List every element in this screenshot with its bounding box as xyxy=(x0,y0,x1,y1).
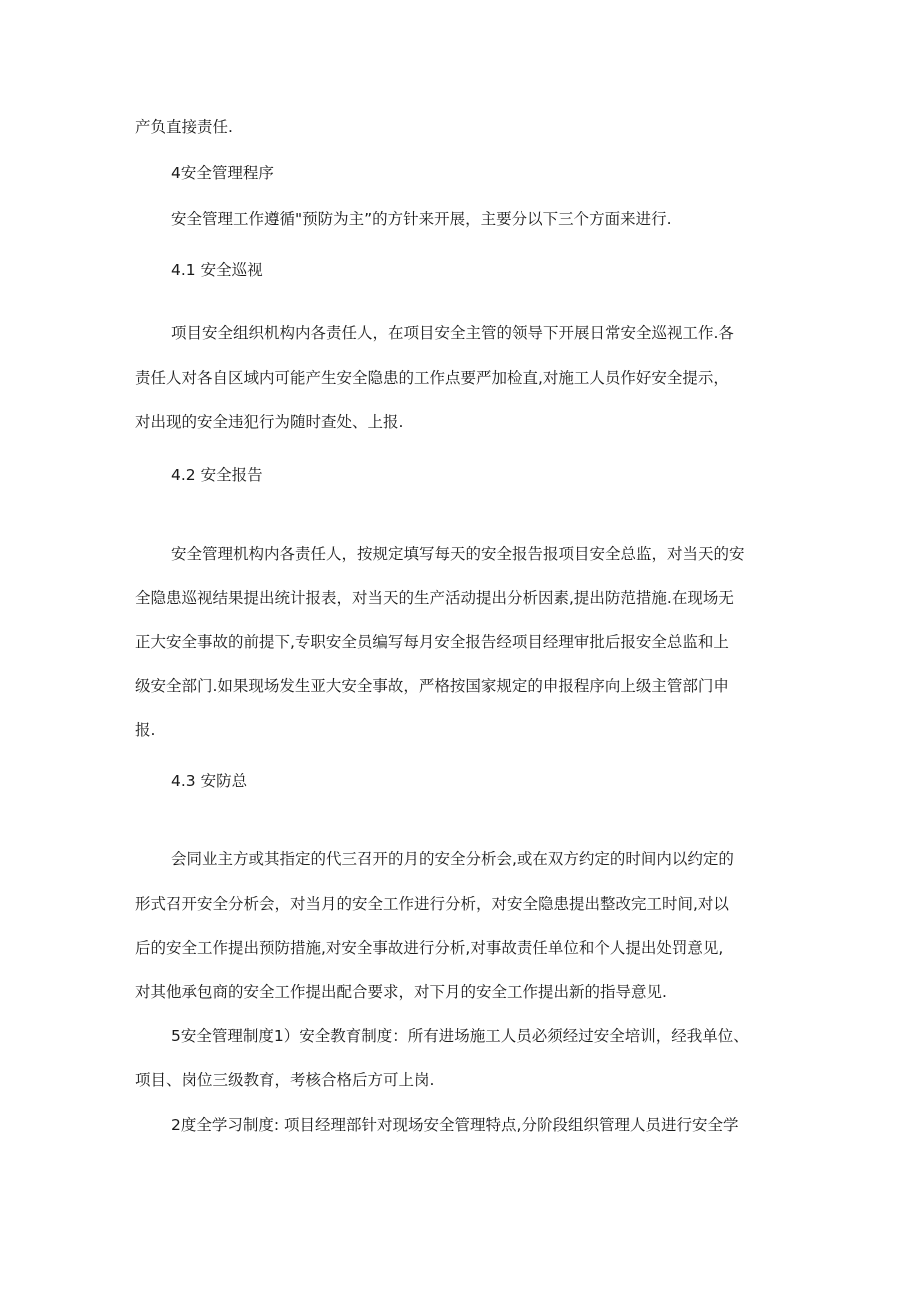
paragraph-line: 2度全学习制度: 项目经理部针对现场安全管理特点,分阶段组织管理人员进行安全学 xyxy=(171,1116,739,1134)
section-heading: 5安全管理制度1）安全教育制度：所有进场施工人员必须经过安全培训，经我单位、 xyxy=(171,1027,749,1045)
subsection-heading: 4.1 安全巡视 xyxy=(171,261,263,279)
paragraph-line: 后的安全工作提出预防措施,对安全事故进行分析,对事故责任单位和个人提出处罚意见, xyxy=(135,939,724,957)
paragraph-line: 项目安全组织机构内各责任人，在项目安全主管的领导下开展日常安全巡视工作.各 xyxy=(171,324,734,342)
paragraph-line: 形式召开安全分析会，对当月的安全工作进行分析，对安全隐患提出整改完工时间,对以 xyxy=(135,895,729,913)
paragraph-line: 级安全部门.如果现场发生亚大安全事故，严格按国家规定的申报程序向上级主管部门申 xyxy=(135,677,729,695)
subsection-heading: 4.3 安防总 xyxy=(171,772,248,790)
paragraph-line: 安全管理机构内各责任人，按规定填写每天的安全报告报项目安全总监，对当天的安 xyxy=(171,545,745,563)
paragraph-line: 正大安全事故的前提下,专职安全员编写每月安全报告经项目经理审批后报安全总监和上 xyxy=(135,633,729,651)
paragraph-line: 对出现的安全违犯行为随时查处、上报. xyxy=(135,413,404,431)
paragraph-line: 安全管理工作遵循"预防为主”的方针来开展，主要分以下三个方面来进行. xyxy=(171,210,672,228)
subsection-heading: 4.2 安全报告 xyxy=(171,466,263,484)
paragraph-line: 对其他承包商的安全工作提出配合要求，对下月的安全工作提出新的指导意见. xyxy=(135,983,667,1001)
paragraph-line: 会同业主方或其指定的代三召开的月的安全分析会,或在双方约定的时间内以约定的 xyxy=(171,850,734,868)
paragraph-line: 责任人对各自区域内可能产生安全隐患的工作点要严加检直,对施工人员作好安全提示， xyxy=(135,369,729,387)
paragraph-line: 项目、岗位三级教育，考核合格后方可上岗. xyxy=(135,1071,435,1089)
paragraph-line: 全隐患巡视结果提出统计报表，对当天的生产活动提出分析因素,提出防范措施.在现场无 xyxy=(135,589,734,607)
paragraph-line: 报. xyxy=(135,721,156,739)
text-line: 产负直接责任. xyxy=(135,118,233,136)
section-heading: 4安全管理程序 xyxy=(171,164,274,182)
